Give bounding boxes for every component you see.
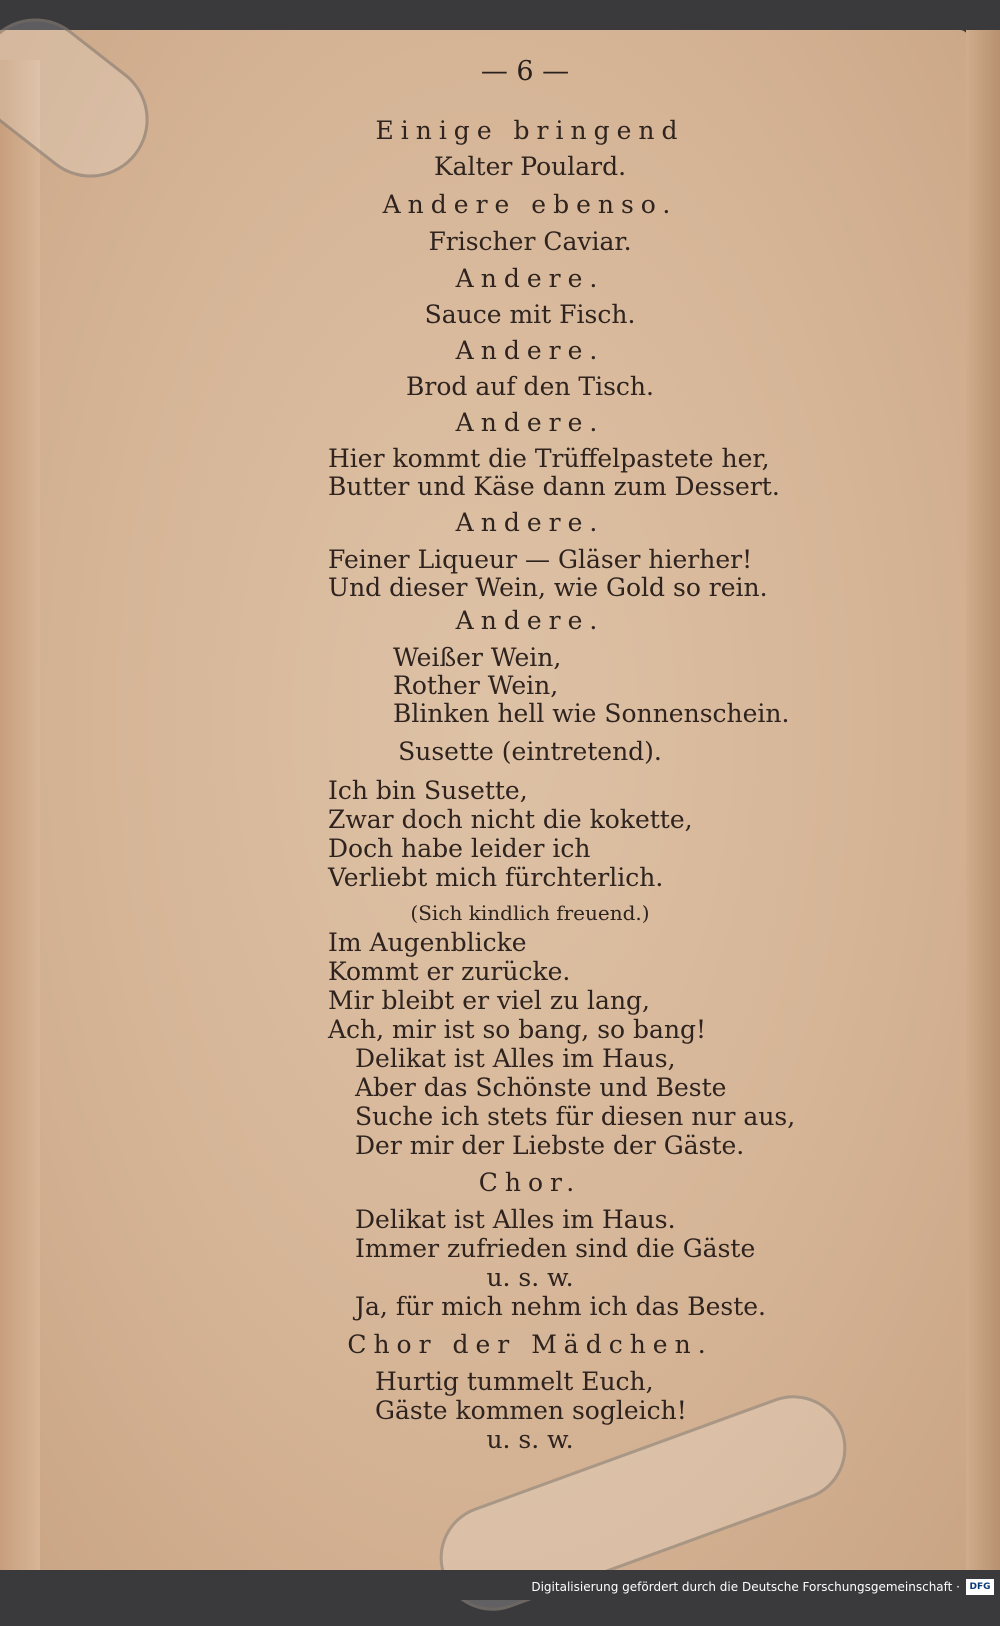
text-line: Sauce mit Fisch. — [424, 300, 636, 329]
verse-line: Blinken hell wie Sonnenschein. — [393, 699, 790, 728]
speaker-label: Andere. — [455, 264, 605, 293]
verse-line: Gäste kommen sogleich! — [375, 1396, 687, 1425]
footer-bar — [0, 1570, 1000, 1600]
verse-line: Aber das Schönste und Beste — [355, 1073, 727, 1102]
verse-line: Verliebt mich fürchterlich. — [328, 863, 664, 892]
verse-line: Delikat ist Alles im Haus. — [355, 1205, 676, 1234]
verse-line: Im Augenblicke — [328, 928, 527, 957]
verse-line: Hurtig tummelt Euch, — [375, 1367, 654, 1396]
text-line: Kalter Poulard. — [433, 152, 627, 181]
dfg-logo: DFG — [966, 1579, 994, 1595]
verse-line: Delikat ist Alles im Haus, — [355, 1044, 676, 1073]
speaker-label: Susette (eintretend). — [398, 737, 662, 766]
verse-line: Weißer Wein, — [393, 643, 562, 672]
speaker-label: Chor. — [478, 1168, 582, 1197]
verse-line: Ich bin Susette, — [328, 776, 528, 805]
speaker-label: Andere. — [455, 336, 605, 365]
verse-line: Ja, für mich nehm ich das Beste. — [355, 1292, 766, 1321]
page-number: — 6 — — [480, 56, 570, 87]
speaker-label: Andere. — [455, 408, 605, 437]
verse-line: Der mir der Liebste der Gäste. — [355, 1131, 745, 1160]
verse-line: Ach, mir ist so bang, so bang! — [328, 1015, 707, 1044]
verse-line: Mir bleibt er viel zu lang, — [328, 986, 650, 1015]
text-line: Frischer Caviar. — [428, 227, 632, 256]
verse-line: Feiner Liqueur — Gläser hierher! — [328, 545, 753, 574]
speaker-label: Andere. — [455, 606, 605, 635]
stage-direction: Einige bringend — [375, 116, 685, 145]
verse-line: Immer zufrieden sind die Gäste — [355, 1234, 756, 1263]
speaker-label: Andere. — [455, 508, 605, 537]
stage-direction: (Sich kindlich freuend.) — [410, 901, 650, 925]
verse-line: u. s. w. — [486, 1425, 574, 1454]
footer-credit: Digitalisierung gefördert durch die Deutsche Forschungsgemeinschaft · — [531, 1580, 960, 1594]
text-line: Brod auf den Tisch. — [406, 372, 654, 401]
verse-line: Kommt er zurücke. — [328, 957, 571, 986]
verse-line: Rother Wein, — [393, 671, 559, 700]
verse-line: Doch habe leider ich — [328, 834, 591, 863]
verse-line: Und dieser Wein, wie Gold so rein. — [328, 573, 768, 602]
stage-direction: Andere ebenso. — [382, 190, 678, 219]
verse-line: Butter und Käse dann zum Dessert. — [328, 472, 780, 501]
verse-line: u. s. w. — [486, 1263, 574, 1292]
verse-line: Zwar doch nicht die kokette, — [328, 805, 693, 834]
verse-line: Hier kommt die Trüffelpastete her, — [328, 444, 770, 473]
speaker-label: Chor der Mädchen. — [347, 1330, 713, 1359]
verse-line: Suche ich stets für diesen nur aus, — [355, 1102, 796, 1131]
